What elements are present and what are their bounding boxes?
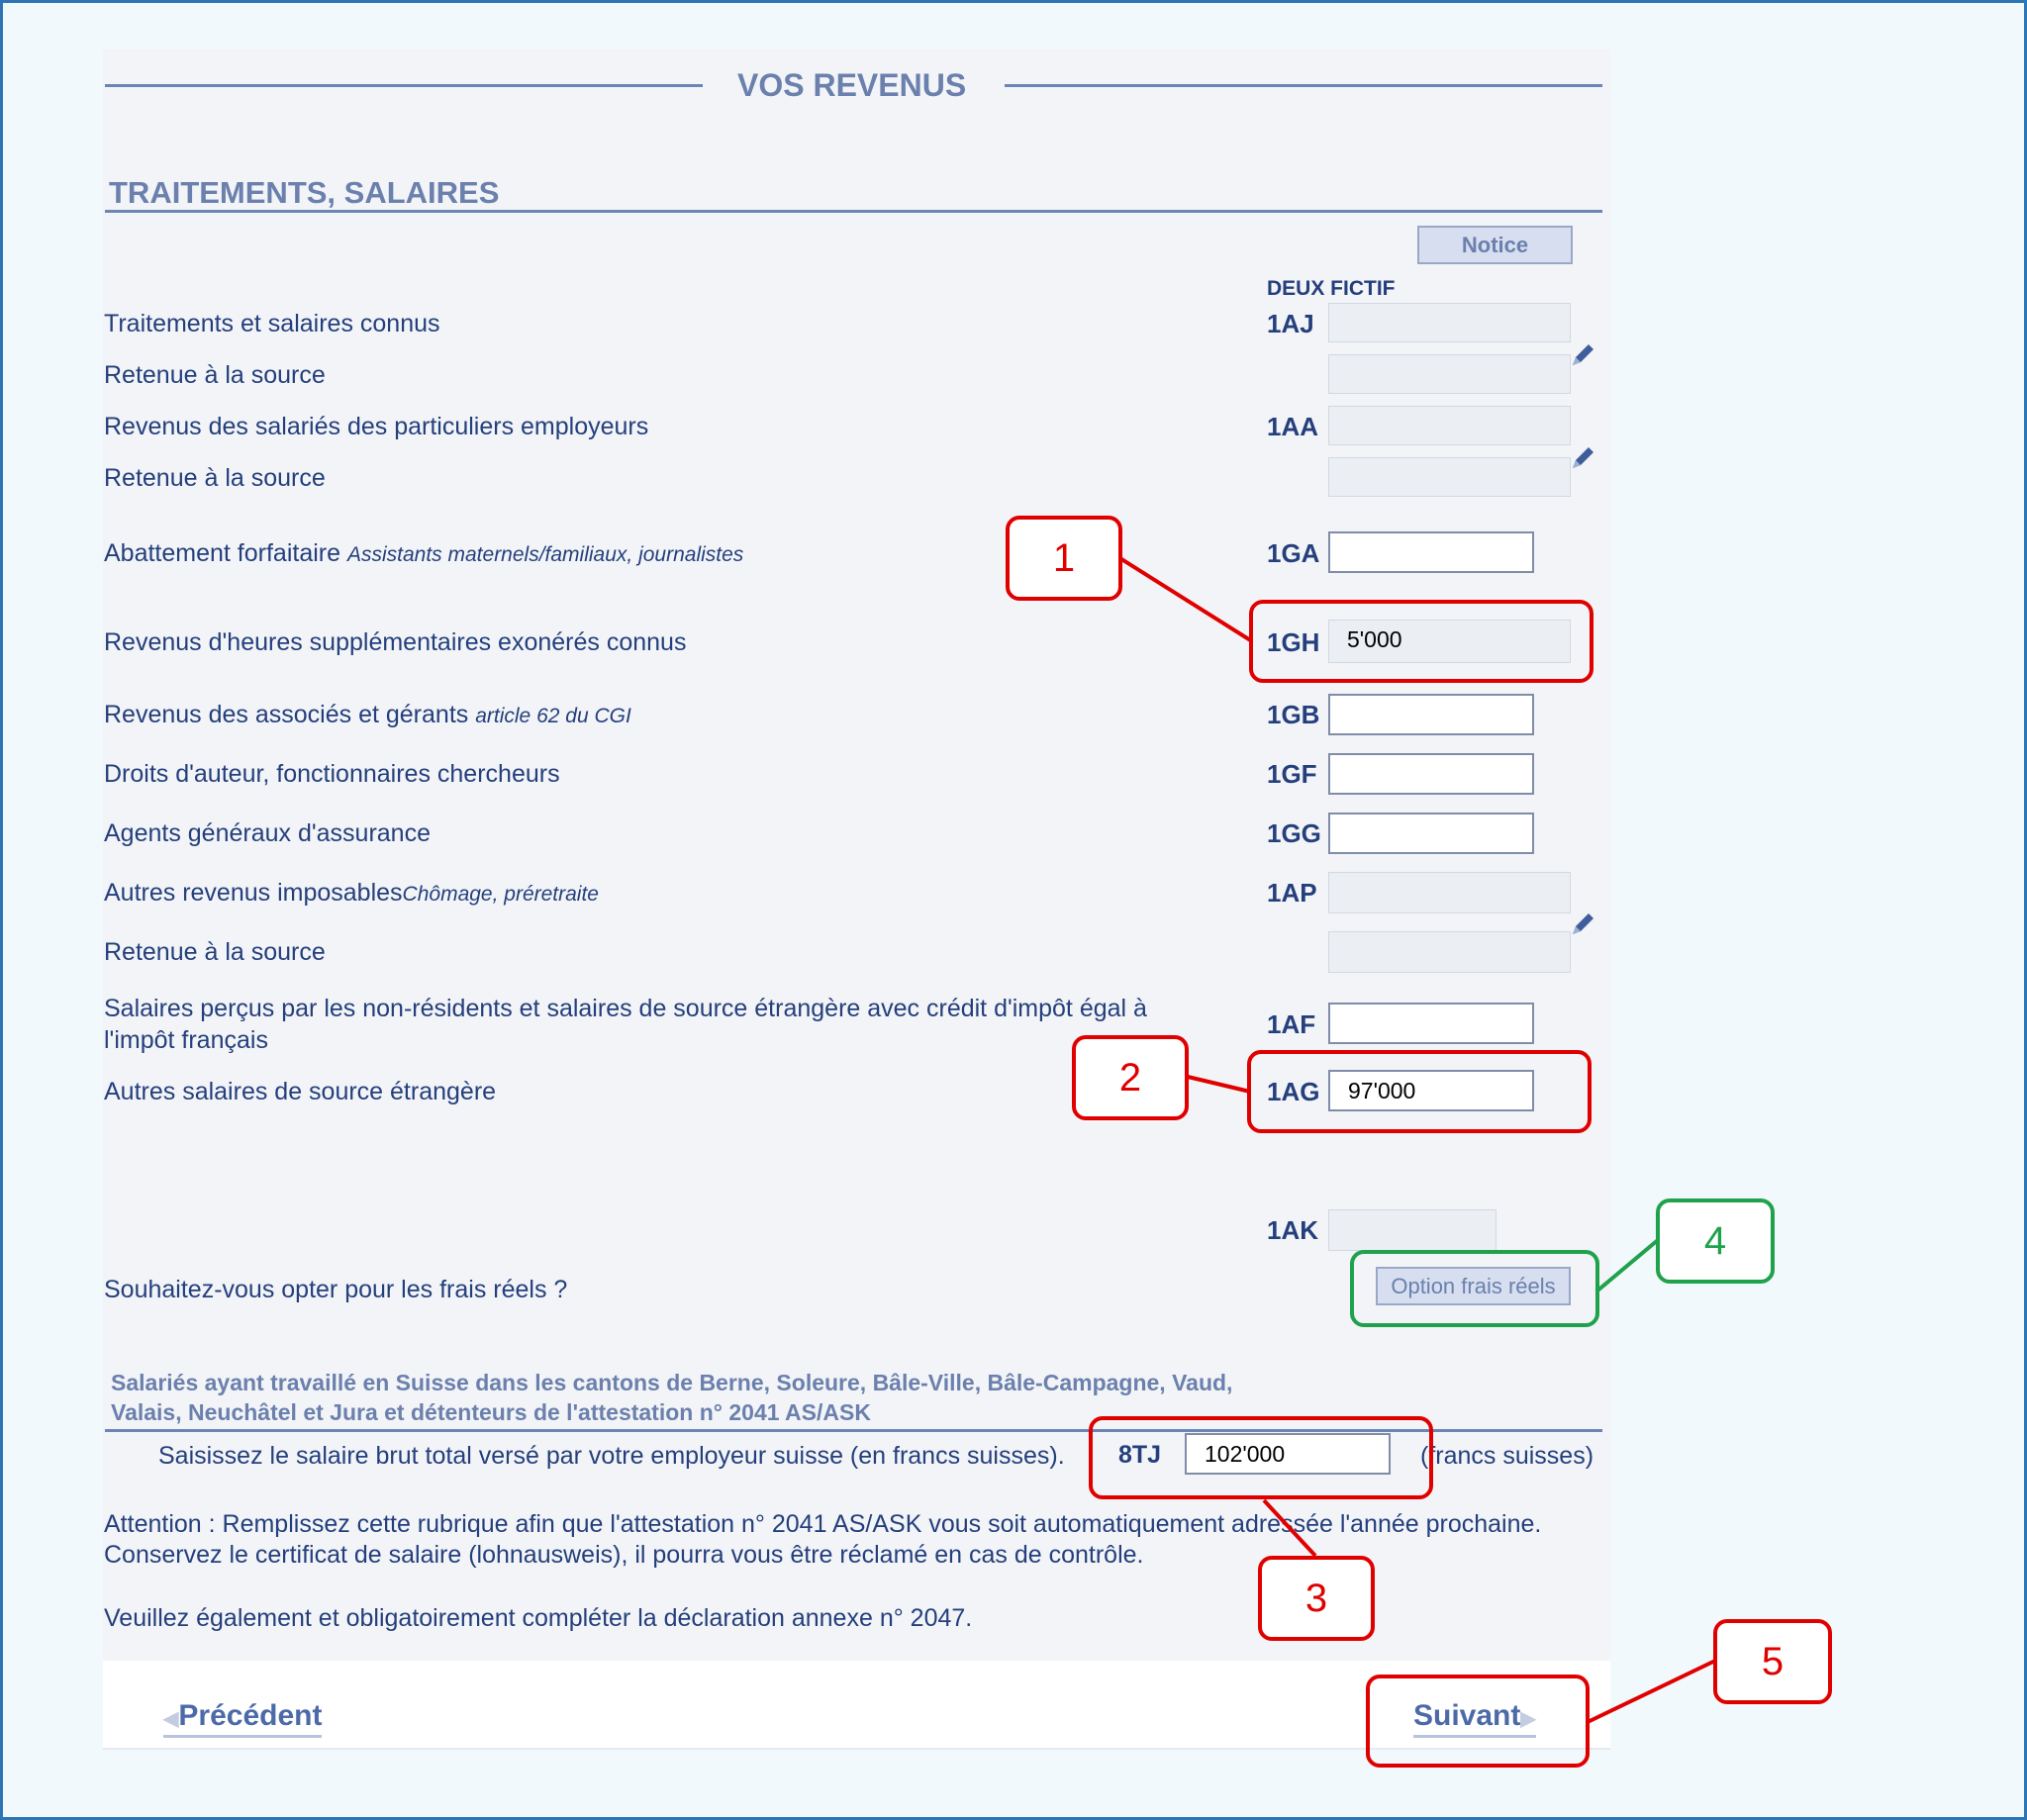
column-header: DEUX FICTIF (1267, 277, 1396, 300)
label-retenue-1: Retenue à la source (104, 361, 326, 389)
input-1gh[interactable]: 5'000 (1328, 620, 1571, 663)
option-frais-reels-button[interactable]: Option frais réels (1376, 1267, 1571, 1305)
attention-line1: Attention : Remplissez cette rubrique afin que l'attestation n° 2041 AS/ASK vous soit automatiquement adressée l'année prochaine. (104, 1510, 1542, 1538)
code-1ga: 1GA (1267, 538, 1320, 568)
suisse-prompt: Saisissez le salaire brut total versé par votre employeur suisse (en francs suisses). (158, 1442, 1065, 1470)
suisse-header-line1: Salariés ayant travaillé en Suisse dans les cantons de Berne, Soleure, Bâle-Ville, Bâle-Campagne, Vaud, (111, 1370, 1233, 1395)
label-retenue-3: Retenue à la source (104, 938, 326, 966)
annotation-box-1ag (1247, 1050, 1592, 1133)
code-1ap: 1AP (1267, 878, 1317, 908)
code-1ag: 1AG (1267, 1077, 1320, 1106)
annotation-box-frais-reels (1350, 1250, 1599, 1327)
input-8tj[interactable]: 102'000 (1185, 1433, 1391, 1475)
suisse-unit: (francs suisses) (1420, 1442, 1594, 1470)
code-1gh: 1GH (1267, 627, 1320, 657)
label-1aj: Traitements et salaires connus (104, 310, 440, 337)
code-1aj: 1AJ (1267, 309, 1314, 338)
annotation-number-3: 3 (1258, 1556, 1375, 1641)
next-label: Suivant (1413, 1699, 1521, 1732)
code-1gg: 1GG (1267, 818, 1321, 848)
annotation-number-2: 2 (1072, 1035, 1189, 1120)
annotation-number-1: 1 (1006, 516, 1122, 601)
suisse-header-line2: Valais, Neuchâtel et Jura et détenteurs de l'attestation n° 2041 AS/ASK (111, 1399, 871, 1425)
label-1ag: Autres salaires de source étrangère (104, 1078, 497, 1105)
label-1gb-note: article 62 du CGI (475, 705, 631, 727)
annotation-box-suivant (1366, 1675, 1590, 1768)
attention-line2: Conservez le certificat de salaire (lohnausweis), il pourra vous être réclamé en cas de contrôle. (104, 1541, 1144, 1569)
annotation-number-5: 5 (1713, 1619, 1832, 1704)
label-1gh: Revenus d'heures supplémentaires exonérés connus (104, 628, 687, 656)
section-title: VOS REVENUS (737, 67, 967, 103)
label-1gb-main: Revenus des associés et gérants (104, 701, 469, 728)
label-retenue-2: Retenue à la source (104, 464, 326, 492)
code-1aa: 1AA (1267, 412, 1319, 441)
code-1gb: 1GB (1267, 700, 1320, 729)
annex-note: Veuillez également et obligatoirement compléter la déclaration annexe n° 2047. (104, 1604, 973, 1632)
notice-button[interactable]: Notice (1417, 226, 1573, 264)
frais-reels-question: Souhaitez-vous opter pour les frais réels ? (104, 1276, 568, 1303)
code-1ak: 1AK (1267, 1215, 1319, 1245)
label-1ga-main: Abattement forfaitaire (104, 539, 341, 567)
label-1aa: Revenus des salariés des particuliers employeurs (104, 413, 649, 440)
label-1gg: Agents généraux d'assurance (104, 819, 431, 847)
label-1gf: Droits d'auteur, fonctionnaires chercheurs (104, 760, 560, 788)
label-1af-line1: Salaires perçus par les non-résidents et salaires de source étrangère avec crédit d'impôt égal à (104, 995, 1147, 1022)
label-1ap-main: Autres revenus imposables (104, 879, 403, 907)
annotation-box-1gh (1249, 600, 1593, 683)
chevron-left-icon: ◀ (163, 1708, 179, 1730)
code-1gf: 1GF (1267, 759, 1317, 789)
chevron-right-icon: ▶ (1520, 1708, 1536, 1730)
input-1ag[interactable]: 97'000 (1328, 1070, 1534, 1111)
subsection-title: TRAITEMENTS, SALAIRES (109, 175, 500, 210)
previous-label: Précédent (178, 1699, 323, 1732)
code-8tj: 8TJ (1118, 1441, 1162, 1469)
annotation-box-8tj (1089, 1416, 1433, 1499)
annotation-number-4: 4 (1656, 1198, 1775, 1284)
label-1af-line2: l'impôt français (104, 1026, 268, 1054)
label-1ap-note: Chômage, préretraite (402, 883, 599, 906)
label-1ga-note: Assistants maternels/familiaux, journalistes (346, 543, 744, 566)
code-1af: 1AF (1267, 1009, 1316, 1039)
